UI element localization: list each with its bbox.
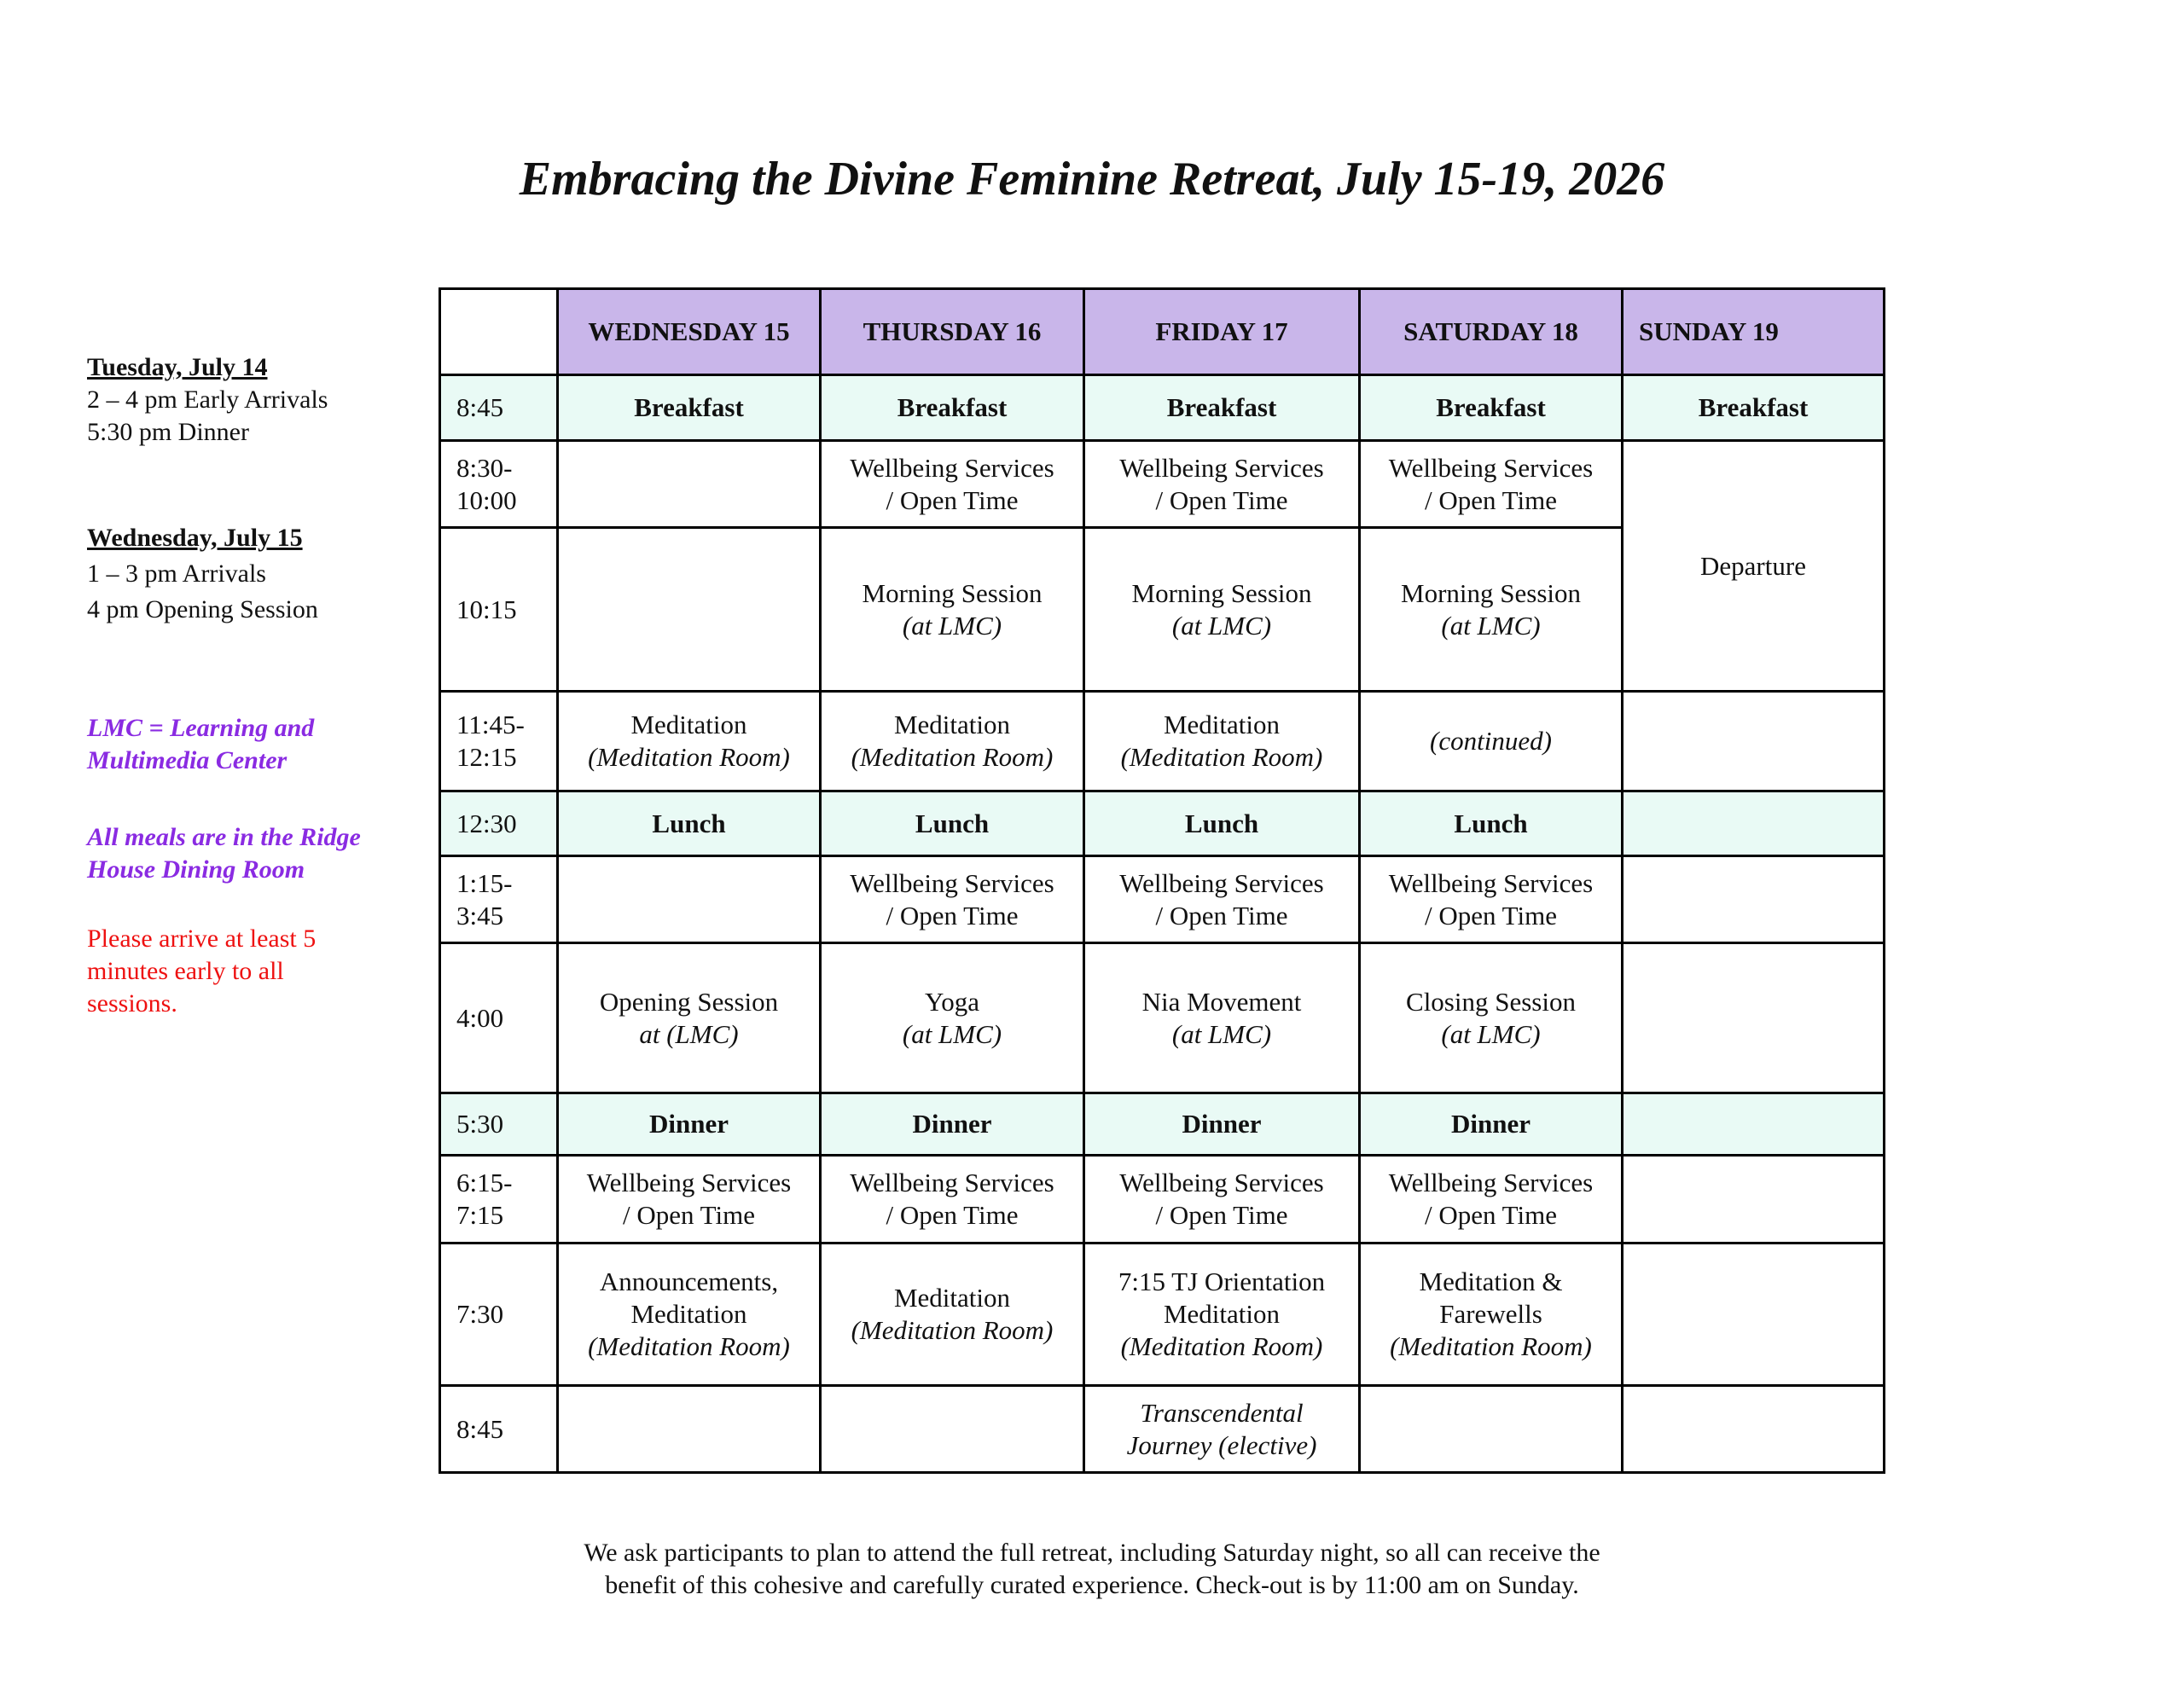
meal-cell: Dinner — [821, 1093, 1084, 1156]
session-title: Meditation — [893, 1283, 1011, 1313]
empty-cell — [558, 528, 821, 692]
empty-cell — [1623, 1156, 1885, 1244]
session-cell — [821, 528, 1084, 692]
time-cell: 10:15 — [440, 528, 558, 692]
wednesday-arrivals-block — [87, 522, 445, 626]
lmc-note-line: LMC = Learning and — [87, 714, 315, 742]
time-cell — [440, 441, 558, 528]
meal-cell: Breakfast — [1084, 375, 1360, 441]
session-cell — [1084, 1156, 1360, 1244]
empty-cell — [1623, 1386, 1885, 1473]
time-line: 12:15 — [456, 742, 517, 772]
session-subtitle: / Open Time — [1155, 900, 1288, 930]
session-cell — [821, 1156, 1084, 1244]
session-location: (at LMC) — [1171, 610, 1272, 641]
wellbeing-pm-row — [440, 856, 1885, 943]
wellbeing-am-row — [440, 441, 1885, 528]
wellbeing-evening-row — [440, 1156, 1885, 1244]
meal-cell: Dinner — [558, 1093, 821, 1156]
session-title: Yoga — [924, 986, 980, 1017]
meal-cell: Lunch — [1360, 791, 1623, 856]
footer-line: benefit of this cohesive and carefully curated experience. Check-out is by 11:00 am on Sunday. — [605, 1571, 1579, 1599]
time-cell — [440, 1156, 558, 1244]
tuesday-arrivals-block — [87, 351, 445, 449]
session-cell — [1360, 1156, 1623, 1244]
breakfast-row — [440, 375, 1885, 441]
session-title: Journey (elective) — [1126, 1429, 1317, 1460]
tuesday-line: 5:30 pm Dinner — [87, 418, 249, 446]
empty-cell — [1360, 1386, 1623, 1473]
time-line: 7:15 — [456, 1200, 504, 1230]
wednesday-line: 4 pm Opening Session — [87, 595, 318, 623]
session-title: Opening Session — [599, 986, 779, 1017]
header-day: SATURDAY 18 — [1360, 289, 1623, 375]
time-line: 8:30- — [456, 452, 513, 483]
session-title: Morning Session — [862, 577, 1043, 608]
header-day: WEDNESDAY 15 — [558, 289, 821, 375]
session-subtitle: / Open Time — [1424, 1200, 1558, 1230]
meal-cell: Breakfast — [558, 375, 821, 441]
session-cell — [821, 441, 1084, 528]
session-title: Wellbeing Services — [1119, 1168, 1324, 1197]
session-location: (Meditation Room) — [851, 1315, 1054, 1345]
session-title: Morning Session — [1131, 577, 1312, 608]
session-cell — [1360, 441, 1623, 528]
session-cell — [1084, 528, 1360, 692]
session-location: (at LMC) — [1171, 1018, 1272, 1049]
session-cell — [1084, 1386, 1360, 1473]
arrive-early-note — [87, 923, 445, 1020]
session-cell — [1360, 528, 1623, 692]
session-subtitle: / Open Time — [886, 484, 1019, 515]
session-cell — [1084, 692, 1360, 791]
session-cell — [1360, 1244, 1623, 1386]
session-title: 7:15 TJ Orientation — [1118, 1267, 1326, 1296]
time-line: 11:45- — [456, 710, 525, 739]
page-title: Embracing the Divine Feminine Retreat, July 15-19, 2026 — [519, 153, 1665, 206]
session-subtitle: / Open Time — [1155, 484, 1288, 515]
arrive-note-line: minutes early to all — [87, 957, 284, 985]
time-cell: 8:45 — [440, 1386, 558, 1473]
meals-note-line: All meals are in the Ridge — [87, 823, 361, 851]
session-cell — [821, 943, 1084, 1093]
session-cell — [558, 1244, 821, 1386]
header-corner — [440, 289, 558, 375]
wednesday-line: 1 – 3 pm Arrivals — [87, 559, 266, 588]
time-cell: 12:30 — [440, 791, 558, 856]
header-day: FRIDAY 17 — [1084, 289, 1360, 375]
meal-cell: Lunch — [1084, 791, 1360, 856]
schedule-table — [439, 287, 1885, 1474]
time-cell: 5:30 — [440, 1093, 558, 1156]
empty-cell — [1623, 791, 1885, 856]
session-title: Wellbeing Services — [850, 867, 1054, 898]
session-title: Wellbeing Services — [1388, 1168, 1594, 1197]
session-title: Farewells — [1439, 1299, 1542, 1329]
session-cell — [1360, 692, 1623, 791]
time-line: 6:15- — [456, 1168, 513, 1197]
session-title: Meditation — [630, 1299, 747, 1329]
departure-cell: Departure — [1623, 441, 1885, 692]
meal-cell: Breakfast — [1623, 375, 1885, 441]
session-cell — [821, 856, 1084, 943]
lmc-note-line: Multimedia Center — [87, 746, 288, 774]
time-line: 1:15- — [456, 867, 513, 898]
time-cell — [440, 692, 558, 791]
header-day: THURSDAY 16 — [821, 289, 1084, 375]
afternoon-session-row — [440, 943, 1885, 1093]
arrive-note-line: sessions. — [87, 989, 177, 1017]
lmc-note — [87, 712, 445, 777]
session-location: (Meditation Room) — [1120, 1331, 1323, 1361]
session-subtitle: / Open Time — [1424, 484, 1558, 515]
dinner-row — [440, 1093, 1885, 1156]
meal-cell: Lunch — [558, 791, 821, 856]
empty-cell — [1623, 856, 1885, 943]
time-cell: 4:00 — [440, 943, 558, 1093]
empty-cell — [1623, 1244, 1885, 1386]
session-cell — [558, 692, 821, 791]
meal-cell: Lunch — [821, 791, 1084, 856]
header-day: SUNDAY 19 — [1623, 289, 1885, 375]
session-title: Closing Session — [1406, 986, 1576, 1017]
session-location: (Meditation Room) — [588, 1331, 790, 1361]
time-line: 3:45 — [456, 900, 504, 930]
session-location: (at LMC) — [1441, 610, 1541, 641]
session-title: Wellbeing Services — [586, 1168, 792, 1197]
session-cell — [558, 943, 821, 1093]
time-cell: 7:30 — [440, 1244, 558, 1386]
session-cell — [1084, 943, 1360, 1093]
empty-cell — [1623, 692, 1885, 791]
session-title: Wellbeing Services — [1388, 867, 1594, 898]
session-title: Wellbeing Services — [1119, 867, 1324, 898]
time-cell — [440, 856, 558, 943]
session-title: Transcendental — [1140, 1397, 1304, 1428]
meals-note-line: House Dining Room — [87, 855, 305, 884]
evening-session-row — [440, 1244, 1885, 1386]
time-cell: 8:45 — [440, 375, 558, 441]
arrive-note-line: Please arrive at least 5 — [87, 925, 317, 953]
meal-cell: Dinner — [1360, 1093, 1623, 1156]
session-cell — [1360, 856, 1623, 943]
session-title: Wellbeing Services — [850, 452, 1054, 483]
session-title: Wellbeing Services — [1388, 452, 1594, 483]
meal-cell: Dinner — [1084, 1093, 1360, 1156]
footer-note — [0, 1537, 2184, 1602]
session-title: Meditation — [893, 710, 1011, 739]
wednesday-heading: Wednesday, July 15 — [87, 524, 303, 552]
tuesday-heading: Tuesday, July 14 — [87, 353, 268, 381]
session-title: Morning Session — [1401, 577, 1581, 608]
session-subtitle: / Open Time — [886, 1200, 1019, 1230]
session-cell — [1084, 1244, 1360, 1386]
meditation-noon-row — [440, 692, 1885, 791]
session-location: (at LMC) — [902, 1018, 1002, 1049]
empty-cell — [558, 1386, 821, 1473]
session-location: (Meditation Room) — [1390, 1331, 1592, 1361]
session-title: Wellbeing Services — [1119, 452, 1324, 483]
session-title: Announcements, — [599, 1267, 779, 1296]
footer-line: We ask participants to plan to attend the full retreat, including Saturday night, so all can receive the — [584, 1539, 1600, 1567]
meals-note — [87, 821, 445, 886]
session-cell — [1084, 441, 1360, 528]
tuesday-line: 2 – 4 pm Early Arrivals — [87, 386, 328, 414]
empty-cell — [558, 856, 821, 943]
late-evening-row — [440, 1386, 1885, 1473]
session-title: Meditation — [1163, 1299, 1281, 1329]
session-title: Meditation & — [1419, 1267, 1563, 1296]
session-title: Meditation — [1163, 710, 1281, 739]
session-subtitle: / Open Time — [1424, 900, 1558, 930]
session-cell — [821, 1244, 1084, 1386]
empty-cell — [1623, 943, 1885, 1093]
session-subtitle: / Open Time — [622, 1200, 756, 1230]
session-location: (Meditation Room) — [851, 742, 1054, 772]
meal-cell: Breakfast — [1360, 375, 1623, 441]
lunch-row — [440, 791, 1885, 856]
session-cell — [821, 692, 1084, 791]
session-subtitle: / Open Time — [1155, 1200, 1288, 1230]
session-subtitle: / Open Time — [886, 900, 1019, 930]
session-cell — [1084, 856, 1360, 943]
session-location: (at LMC) — [902, 610, 1002, 641]
session-title: Meditation — [630, 710, 747, 739]
empty-cell — [821, 1386, 1084, 1473]
meal-cell: Breakfast — [821, 375, 1084, 441]
session-location: (at LMC) — [1441, 1018, 1541, 1049]
session-cell — [558, 1156, 821, 1244]
time-line: 10:00 — [456, 484, 517, 515]
session-cell — [1360, 943, 1623, 1093]
session-location: (Meditation Room) — [1120, 742, 1323, 772]
header-row — [440, 289, 1885, 375]
session-title: Wellbeing Services — [850, 1168, 1054, 1197]
empty-cell — [558, 441, 821, 528]
empty-cell — [1623, 1093, 1885, 1156]
session-location: (Meditation Room) — [588, 742, 790, 772]
continued-note: (continued) — [1430, 726, 1552, 756]
session-title: Nia Movement — [1141, 986, 1302, 1017]
session-location: at (LMC) — [639, 1018, 739, 1049]
